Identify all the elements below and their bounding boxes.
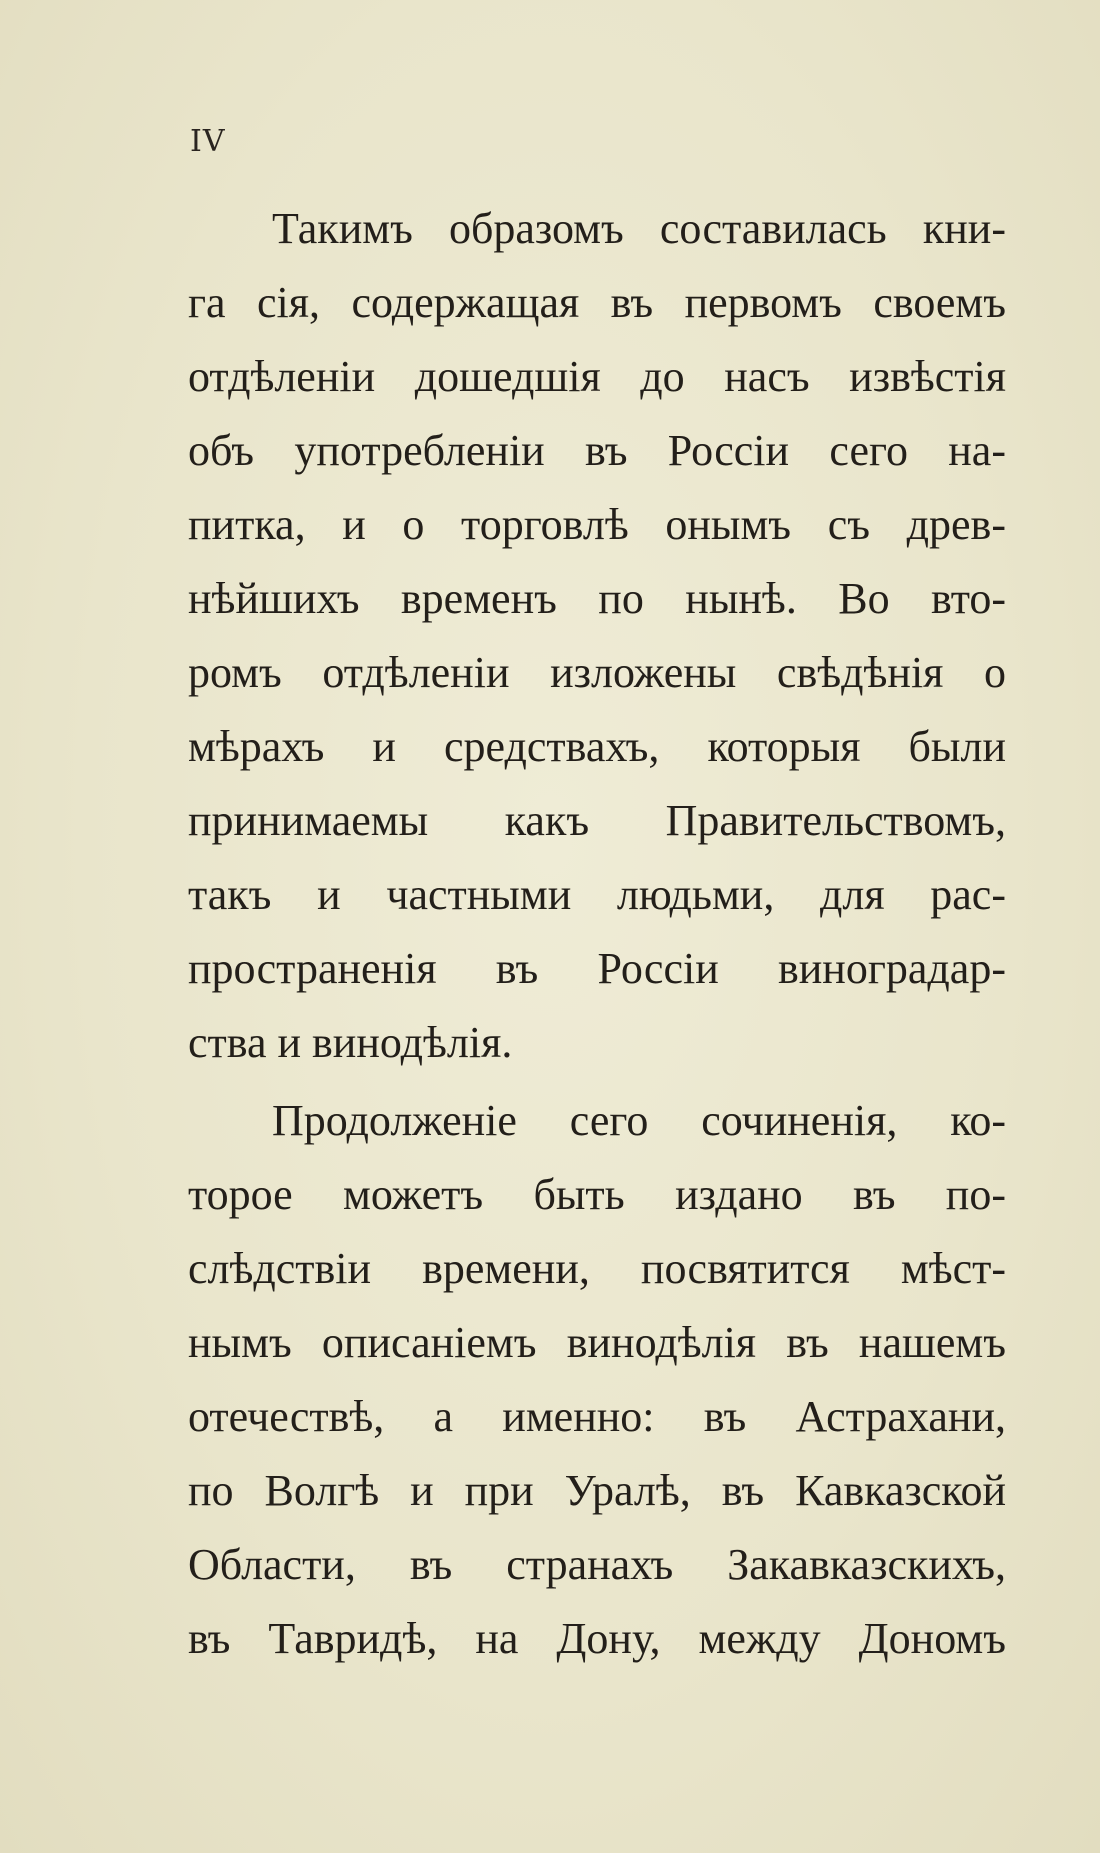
text-line: принимаемы какъ Правительствомъ,: [188, 796, 1006, 845]
paragraph-2: [188, 1084, 1006, 1676]
text-line: питка, и о торговлѣ онымъ съ древ-: [188, 500, 1006, 549]
text-line: отдѣленіи дошедшія до насъ извѣстія: [188, 352, 1006, 401]
text-line: нымъ описаніемъ винодѣлія въ нашемъ: [188, 1318, 1006, 1367]
text-line: нѣйшихъ временъ по нынѣ. Во вто-: [188, 574, 1006, 623]
text-line: га сія, содержащая въ первомъ своемъ: [188, 278, 1006, 327]
text-line: Такимъ образомъ составилась кни-: [272, 204, 1006, 253]
text-line: ромъ отдѣленіи изложены свѣдѣнія о: [188, 648, 1006, 697]
text-line: такъ и частными людьми, для рас-: [188, 870, 1006, 919]
text-line: объ употребленіи въ Россіи сего на-: [188, 426, 1006, 475]
text-line: по Волгѣ и при Уралѣ, въ Кавказской: [188, 1466, 1006, 1515]
text-line: Продолженіе сего сочиненія, ко-: [272, 1096, 1006, 1145]
body-text: [188, 192, 1006, 1676]
text-line: пространенія въ Россіи виноградар-: [188, 944, 1006, 993]
text-line: торое можетъ быть издано въ по-: [188, 1170, 1006, 1219]
text-line: ства и винодѣлія.: [188, 1018, 513, 1067]
page-number: IV: [190, 124, 226, 159]
text-line: мѣрахъ и средствахъ, которыя были: [188, 722, 1006, 771]
text-line: отечествѣ, а именно: въ Астрахани,: [188, 1392, 1006, 1441]
text-line: въ Тавридѣ, на Дону, между Дономъ: [188, 1614, 1006, 1663]
text-line: слѣдствіи времени, посвятится мѣст-: [188, 1244, 1006, 1293]
paragraph-1: [188, 192, 1006, 1080]
text-line: Области, въ странахъ Закавказскихъ,: [188, 1540, 1006, 1589]
